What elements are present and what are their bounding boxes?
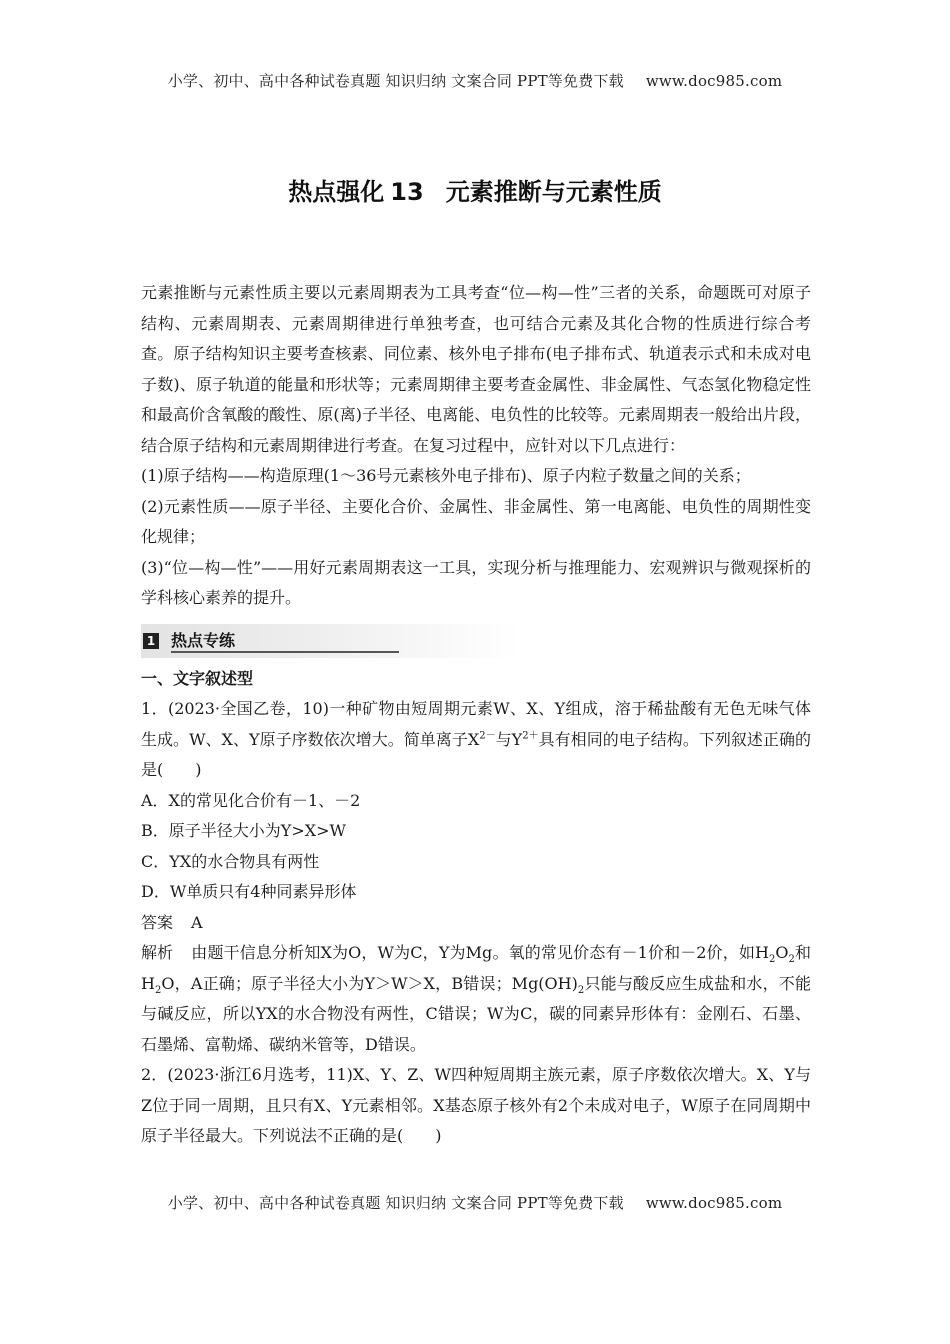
title-prefix: 热点强化 <box>288 178 385 206</box>
number-badge-icon: 1 <box>143 633 159 649</box>
q1-stem-c: 具有相同的电子结构。下列叙述正确的是( ) <box>141 729 811 779</box>
q1-sup-2: 2＋ <box>522 730 539 742</box>
point-3: (3)“位—构—性”——用好元素周期表这一工具，实现分析与推理能力、宏观辨识与微观探析的学科核心素养的提升。 <box>141 557 811 607</box>
analysis-a: 由题干信息分析知X为O，W为C，Y为Mg。氧的常见价态有－1价和－2价，如H <box>191 943 769 962</box>
point-2: (2)元素性质——原子半径、主要化合价、金属性、非金属性、第一电离能、电负性的周期性变化规律； <box>141 496 811 546</box>
analysis-d: O，A正确；原子半径大小为Y＞W＞X，B错误；Mg(OH) <box>161 973 578 993</box>
header-site[interactable]: www.doc985.com <box>645 72 783 90</box>
q1-sup-1: 2－ <box>479 730 496 742</box>
analysis-c: 和H <box>141 943 811 993</box>
page-header <box>0 70 950 91</box>
q1-analysis <box>141 938 811 1060</box>
q2-stem: 2．(2023·浙江6月选考，11)X、Y、Z、W四种短周期主族元素，原子序数依次增大。X、Y与Z位于同一周期，且只有X、Y元素相邻。X基态原子核外有2个未成对电子，W原子在同周期中原子半径最大。下列说法不正确的是( ) <box>141 1065 811 1145</box>
page-title <box>0 172 950 207</box>
q1-stem-a: 1．(2023·全国乙卷，10)一种矿物由短周期元素W、X、Y组成，溶于稀盐酸有无色无味气体生成。W、X、Y原子序数依次增大。简单离子X <box>141 699 811 749</box>
analysis-sub-2: 2 <box>788 954 795 966</box>
footer-text: 小学、初中、高中各种试卷真题 知识归纳 文案合同 PPT等免费下载 <box>167 1194 624 1212</box>
q1-stem-b: 与Y <box>495 729 523 749</box>
q1-stem <box>141 694 811 786</box>
banner-underline <box>171 651 399 653</box>
analysis-sub-1: 2 <box>768 954 776 966</box>
answer-label: 答案 <box>141 912 174 932</box>
title-subject: 元素推断与元素性质 <box>445 178 662 206</box>
footer-site[interactable]: www.doc985.com <box>645 1194 783 1212</box>
q1-option-d: D．W单质只有4种同素异形体 <box>141 882 357 901</box>
main-content <box>141 278 811 1152</box>
header-text: 小学、初中、高中各种试卷真题 知识归纳 文案合同 PPT等免费下载 <box>167 72 624 90</box>
q1-option-c: C．YX的水合物具有两性 <box>141 851 320 871</box>
intro-paragraph: 元素推断与元素性质主要以元素周期表为工具考查“位—构—性”三者的关系，命题既可对原子结构、元素周期表、元素周期律进行单独考查，也可结合元素及其化合物的性质进行综合考查。原子结构知识主要考查核素、同位素、核外电子排布(电子排布式、轨道表示式和未成对电子数)、原子轨道的能量和形状等；元素周期律主要考查金属性、非金属性、气态氢化物稳定性和最高价含氧酸的酸性、原(离)子半径、电离能、电负性的比较等。元素周期表一般给出片段，结合原子结构和元素周期律进行考查。在复习过程中，应针对以下几点进行： <box>141 283 811 455</box>
q1-option-b: B．原子半径大小为Y>X>W <box>141 821 346 840</box>
analysis-b: O <box>775 943 789 962</box>
analysis-sub-4: 2 <box>577 984 585 996</box>
banner-label: 热点专练 <box>171 630 236 650</box>
q1-answer <box>141 908 811 939</box>
page-footer <box>0 1192 950 1213</box>
point-1: (1)原子结构——构造原理(1～36号元素核外电子排布)、原子内粒子数量之间的关系； <box>141 466 751 485</box>
title-number: 13 <box>390 178 424 206</box>
section-banner <box>141 624 521 658</box>
answer-value: A <box>191 912 203 932</box>
analysis-sub-3: 2 <box>154 984 162 996</box>
analysis-e: 只能与酸反应生成盐和水，不能与碱反应，所以YX的水合物没有两性，C错误；W为C，碳的同素异形体有：金刚石、石墨、石墨烯、富勒烯、碳纳米管等，D错误。 <box>141 973 811 1054</box>
q1-option-a: A．X的常见化合价有－1、－2 <box>141 790 361 810</box>
analysis-label: 解析 <box>141 943 174 962</box>
section-heading: 一、文字叙述型 <box>141 668 254 688</box>
